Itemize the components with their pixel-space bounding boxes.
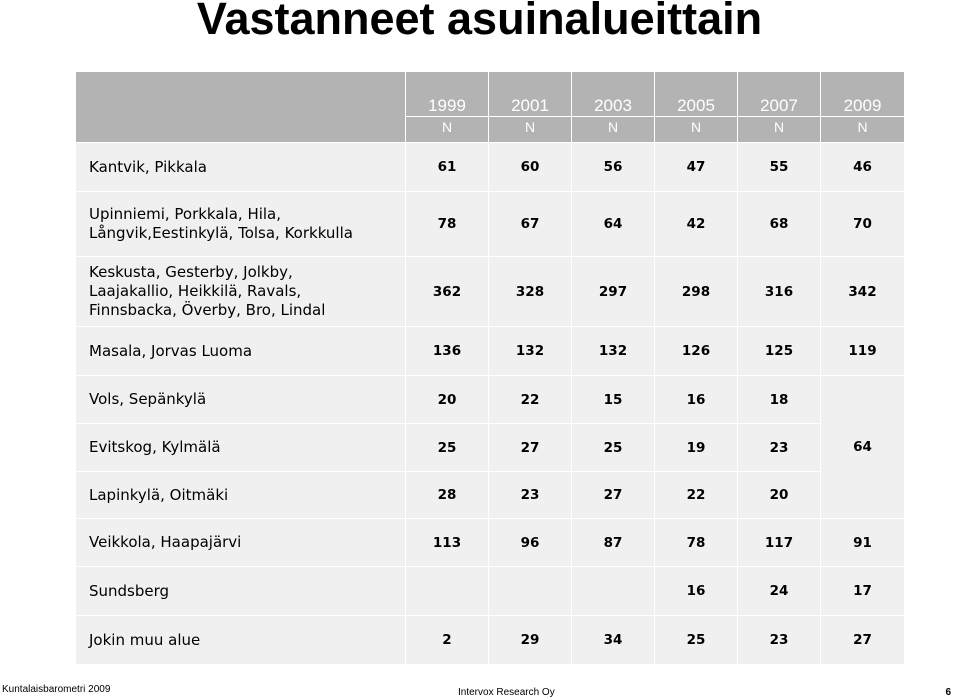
footer-center-text: Intervox Research Oy (458, 687, 555, 698)
area-line: Upinniemi, Porkkala, Hila, (89, 205, 282, 223)
area-cell (76, 192, 406, 257)
value-cell: 78 (406, 192, 489, 257)
value-cell: 68 (738, 192, 821, 257)
header-n: N (572, 117, 655, 143)
header-corner (76, 72, 406, 143)
table-row (76, 567, 905, 616)
value-cell: 25 (406, 424, 489, 472)
area-line: Keskusta, Gesterby, Jolkby, (89, 263, 293, 281)
value-cell: 27 (572, 472, 655, 519)
value-cell: 132 (572, 327, 655, 376)
value-cell: 27 (489, 424, 572, 472)
area-line: Långvik,Eestinkylä, Tolsa, Korkkulla (89, 224, 353, 242)
table-row (76, 519, 905, 567)
page-title: Vastanneet asuinalueittain (196, 0, 763, 44)
value-cell: 298 (655, 257, 738, 327)
area-cell: Kantvik, Pikkala (76, 143, 406, 192)
value-cell: 136 (406, 327, 489, 376)
value-cell: 15 (572, 376, 655, 424)
value-cell: 22 (489, 376, 572, 424)
respondents-table (75, 71, 905, 665)
value-cell: 20 (406, 376, 489, 424)
value-cell: 19 (655, 424, 738, 472)
table-row (76, 192, 905, 257)
value-cell: 42 (655, 192, 738, 257)
value-cell: 23 (738, 616, 821, 665)
value-cell: 56 (572, 143, 655, 192)
area-line: Laajakallio, Heikkilä, Ravals, (89, 282, 302, 300)
value-cell: 29 (489, 616, 572, 665)
header-n: N (738, 117, 821, 143)
value-cell: 297 (572, 257, 655, 327)
header-year: 2003 (572, 72, 655, 117)
table-row (76, 472, 905, 519)
area-cell: Veikkola, Haapajärvi (76, 519, 406, 567)
value-cell (406, 567, 489, 616)
value-cell: 25 (655, 616, 738, 665)
value-cell: 16 (655, 376, 738, 424)
table-row (76, 327, 905, 376)
value-cell: 61 (406, 143, 489, 192)
value-cell: 67 (489, 192, 572, 257)
value-cell: 328 (489, 257, 572, 327)
area-cell: Sundsberg (76, 567, 406, 616)
value-cell: 126 (655, 327, 738, 376)
value-cell: 17 (821, 567, 905, 616)
value-cell: 60 (489, 143, 572, 192)
value-cell: 23 (738, 424, 821, 472)
header-n: N (489, 117, 572, 143)
value-cell: 25 (572, 424, 655, 472)
value-cell: 55 (738, 143, 821, 192)
value-cell: 87 (572, 519, 655, 567)
value-cell: 64 (572, 192, 655, 257)
area-cell: Lapinkylä, Oitmäki (76, 472, 406, 519)
table-row (76, 257, 905, 327)
area-cell (76, 257, 406, 327)
header-year: 1999 (406, 72, 489, 117)
header-year: 2001 (489, 72, 572, 117)
value-cell: 22 (655, 472, 738, 519)
value-cell: 91 (821, 519, 905, 567)
table-row (76, 616, 905, 665)
merged-value-cell: 64 (821, 376, 905, 519)
area-cell: Evitskog, Kylmälä (76, 424, 406, 472)
value-cell: 117 (738, 519, 821, 567)
value-cell: 342 (821, 257, 905, 327)
value-cell: 125 (738, 327, 821, 376)
value-cell: 46 (821, 143, 905, 192)
value-cell: 132 (489, 327, 572, 376)
value-cell: 70 (821, 192, 905, 257)
value-cell: 47 (655, 143, 738, 192)
value-cell: 119 (821, 327, 905, 376)
value-cell: 2 (406, 616, 489, 665)
value-cell: 28 (406, 472, 489, 519)
value-cell: 27 (821, 616, 905, 665)
value-cell: 20 (738, 472, 821, 519)
header-years-row (76, 72, 905, 117)
area-cell: Jokin muu alue (76, 616, 406, 665)
footer-left-text: Kuntalaisbarometri 2009 (2, 684, 111, 695)
value-cell (572, 567, 655, 616)
header-n: N (821, 117, 905, 143)
value-cell: 96 (489, 519, 572, 567)
value-cell: 24 (738, 567, 821, 616)
value-cell (489, 567, 572, 616)
table-row (76, 143, 905, 192)
value-cell: 18 (738, 376, 821, 424)
table-row (76, 376, 905, 424)
header-year: 2005 (655, 72, 738, 117)
area-line: Finnsbacka, Överby, Bro, Lindal (89, 301, 326, 319)
value-cell: 23 (489, 472, 572, 519)
value-cell: 316 (738, 257, 821, 327)
header-year: 2009 (821, 72, 905, 117)
value-cell: 16 (655, 567, 738, 616)
value-cell: 78 (655, 519, 738, 567)
header-year: 2007 (738, 72, 821, 117)
value-cell: 34 (572, 616, 655, 665)
page-number: 6 (945, 687, 951, 698)
value-cell: 113 (406, 519, 489, 567)
header-n: N (406, 117, 489, 143)
header-n: N (655, 117, 738, 143)
area-cell: Vols, Sepänkylä (76, 376, 406, 424)
value-cell: 362 (406, 257, 489, 327)
table-row (76, 424, 905, 472)
area-cell: Masala, Jorvas Luoma (76, 327, 406, 376)
